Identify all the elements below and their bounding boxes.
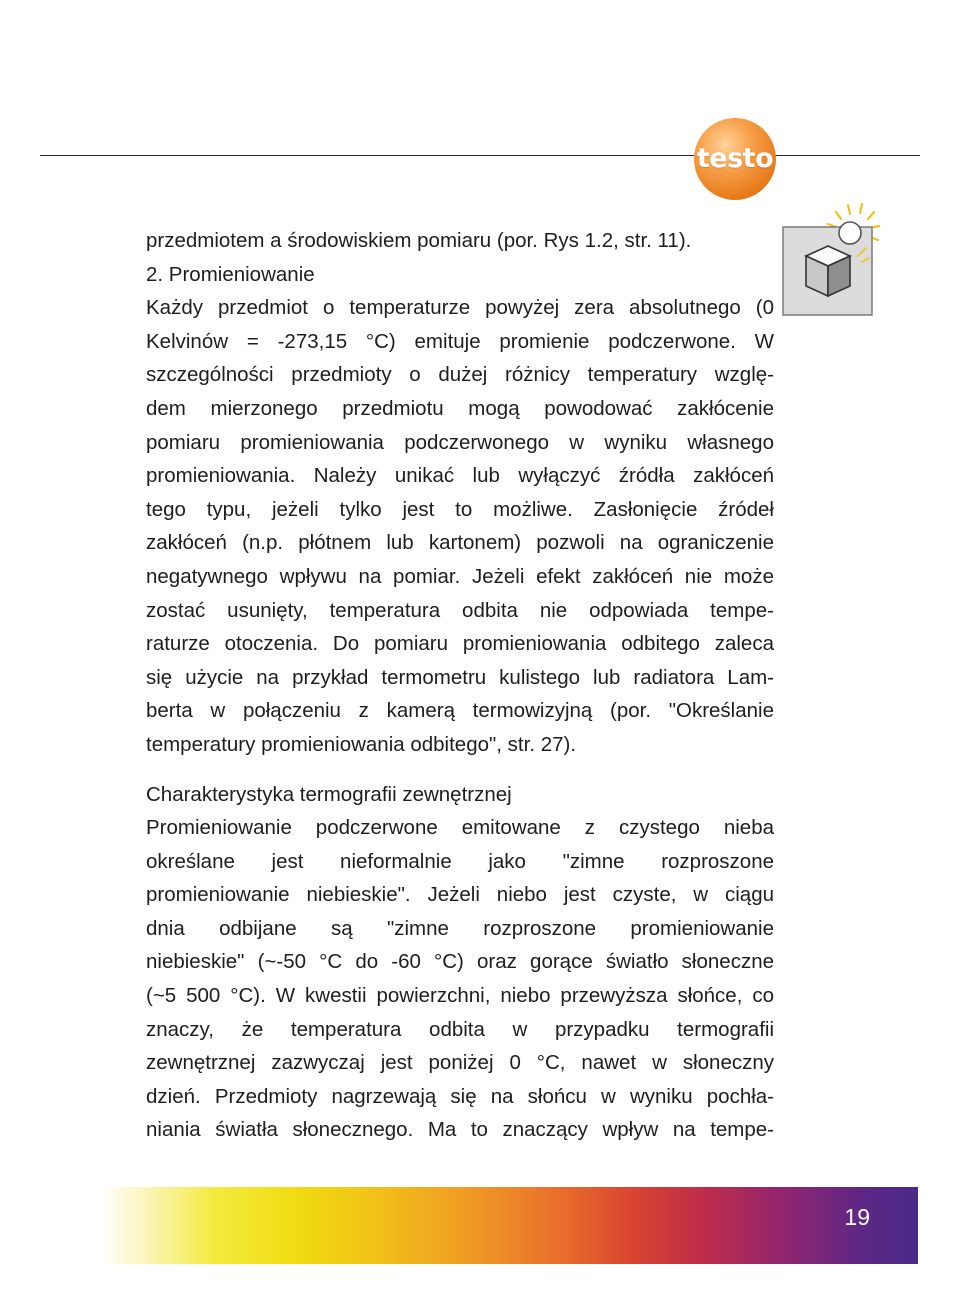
page-body	[146, 224, 774, 1147]
paragraph-gap	[146, 762, 774, 778]
sun-reflecting-cube-icon	[778, 200, 882, 322]
text-line: Promieniowanie podczerwone emitowane z czystego nieba	[146, 816, 774, 840]
text-line: promieniowanie niebieskie". Jeżeli niebo jest czyste, w ciągu	[146, 883, 774, 907]
page-number: 19	[844, 1204, 870, 1230]
text-line: pomiaru promieniowania podczerwonego w wyniku własnego	[146, 430, 774, 454]
text-line: negatywnego wpływu na pomiar. Jeżeli efekt zakłóceń nie może	[146, 564, 774, 588]
text-line: raturze otoczenia. Do pomiaru promieniowania odbitego zaleca	[146, 632, 774, 656]
text-line: znaczy, że temperatura odbita w przypadku termografii	[146, 1017, 774, 1041]
text-line: zewnętrznej zazwyczaj jest poniżej 0 °C, nawet w słoneczny	[146, 1051, 774, 1075]
header-rule	[40, 155, 920, 156]
section-heading: Charakterystyka termografii zewnętrznej	[146, 782, 512, 806]
text-line: (~5 500 °C). W kwestii powierzchni, niebo przewyższa słońce, co	[146, 984, 774, 1008]
text-line: Kelvinów = -273,15 °C) emituje promienie podczerwone. W	[146, 329, 774, 353]
text-line: niebieskie" (~-50 °C do -60 °C) oraz gorące światło słoneczne	[146, 950, 774, 974]
text-line: tego typu, jeżeli tylko jest to możliwe. Zasłonięcie źródeł	[146, 497, 774, 521]
text-line: dnia odbijane są "zimne rozproszone promieniowanie	[146, 916, 774, 940]
text-line: się użycie na przykład termometru kulistego lub radiatora Lam-	[146, 665, 774, 689]
logo-text: testo	[696, 142, 774, 174]
testo-logo	[694, 118, 776, 200]
footer-gradient-bar	[100, 1187, 918, 1264]
text-line: zakłóceń (n.p. płótnem lub kartonem) pozwoli na ograniczenie	[146, 531, 774, 555]
text-line: temperatury promieniowania odbitego", str. 27).	[146, 732, 577, 756]
text-line: dzień. Przedmioty nagrzewają się na słońcu w wyniku pochła-	[146, 1084, 774, 1108]
text-line: niania światła słonecznego. Ma to znaczący wpływ na tempe-	[146, 1118, 774, 1142]
section-heading: 2. Promieniowanie	[146, 262, 315, 286]
text-line: promieniowania. Należy unikać lub wyłączyć źródła zakłóceń	[146, 464, 774, 488]
text-line: Każdy przedmiot o temperaturze powyżej zera absolutnego (0	[146, 296, 774, 320]
text-line: przedmiotem a środowiskiem pomiaru (por. Rys 1.2, str. 11).	[146, 229, 692, 252]
text-line: zostać usunięty, temperatura odbita nie odpowiada tempe-	[146, 598, 774, 622]
text-line: szczególności przedmioty o dużej różnicy temperatury wzglę-	[146, 363, 774, 387]
text-line: dem mierzonego przedmiotu mogą powodować zakłócenie	[146, 396, 774, 420]
text-line: określane jest nieformalnie jako "zimne rozproszone	[146, 849, 774, 873]
text-line: berta w połączeniu z kamerą termowizyjną (por. "Określanie	[146, 699, 774, 723]
